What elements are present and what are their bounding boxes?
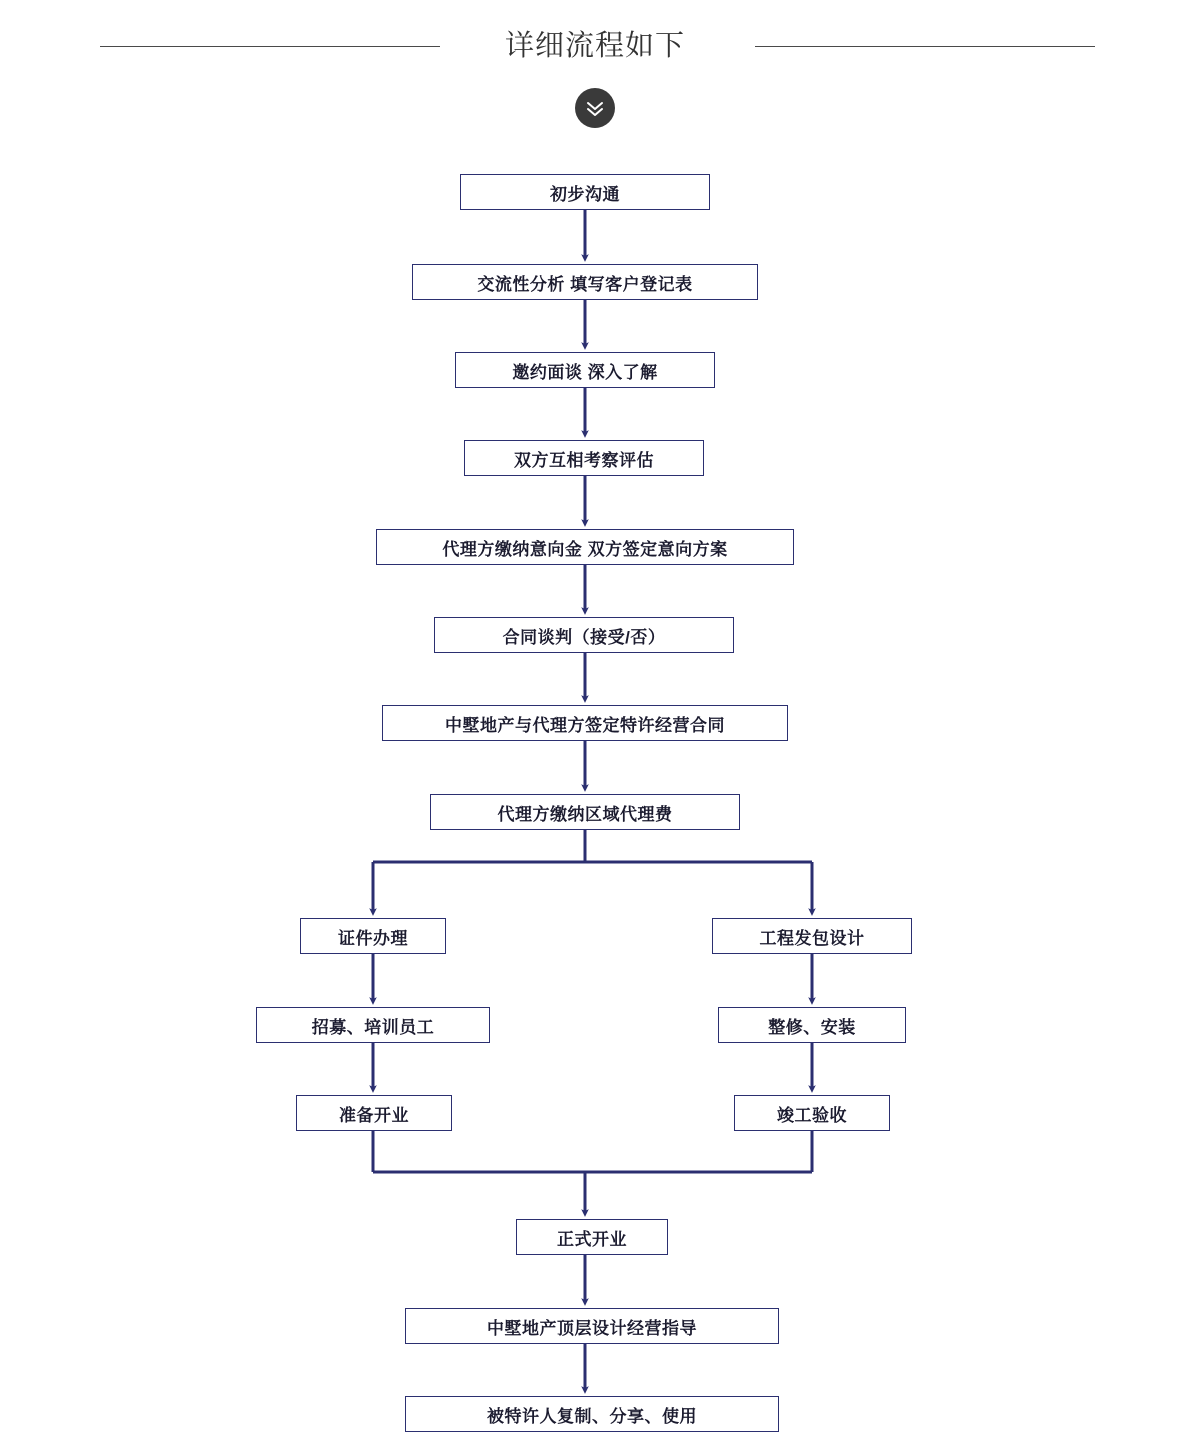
flow-node[interactable] [516, 1219, 668, 1255]
flow-node-label: 正式开业 [557, 1229, 627, 1249]
flow-node-label: 代理方缴纳意向金 双方签定意向方案 [442, 539, 728, 559]
flow-node[interactable] [712, 918, 912, 954]
flow-node-label: 被特许人复制、分享、使用 [487, 1406, 697, 1426]
flow-node[interactable] [300, 918, 446, 954]
flow-node[interactable] [455, 352, 715, 388]
flow-node[interactable] [296, 1095, 452, 1131]
flow-node[interactable] [405, 1308, 779, 1344]
flow-node-label: 竣工验收 [777, 1105, 847, 1125]
flow-node[interactable] [376, 529, 794, 565]
page-title: 详细流程如下 [504, 30, 685, 62]
flow-node-label: 整修、安装 [768, 1017, 856, 1037]
flow-node[interactable] [405, 1396, 779, 1432]
flow-node[interactable] [460, 174, 710, 210]
flow-node[interactable] [430, 794, 740, 830]
flow-node-label: 初步沟通 [550, 184, 620, 204]
flow-node-label: 邀约面谈 深入了解 [512, 362, 658, 382]
flow-node-label: 准备开业 [339, 1105, 409, 1125]
flow-node-label: 交流性分析 填写客户登记表 [477, 274, 693, 294]
flow-node[interactable] [734, 1095, 890, 1131]
flow-node-label: 工程发包设计 [759, 928, 865, 948]
flow-node-label: 招募、培训员工 [311, 1017, 435, 1037]
flow-node[interactable] [464, 440, 704, 476]
flow-node-label: 合同谈判（接受/否） [502, 627, 666, 647]
flow-node-label: 中墅地产顶层设计经营指导 [487, 1318, 697, 1338]
flow-node[interactable] [256, 1007, 490, 1043]
flow-node-label: 双方互相考察评估 [514, 450, 654, 470]
flow-node-label: 代理方缴纳区域代理费 [497, 804, 673, 824]
flow-node-label: 证件办理 [338, 928, 408, 948]
flow-node[interactable] [718, 1007, 906, 1043]
flow-node-label: 中墅地产与代理方签定特许经营合同 [445, 715, 725, 735]
flow-node[interactable] [412, 264, 758, 300]
flow-node[interactable] [382, 705, 788, 741]
flow-node[interactable] [434, 617, 734, 653]
